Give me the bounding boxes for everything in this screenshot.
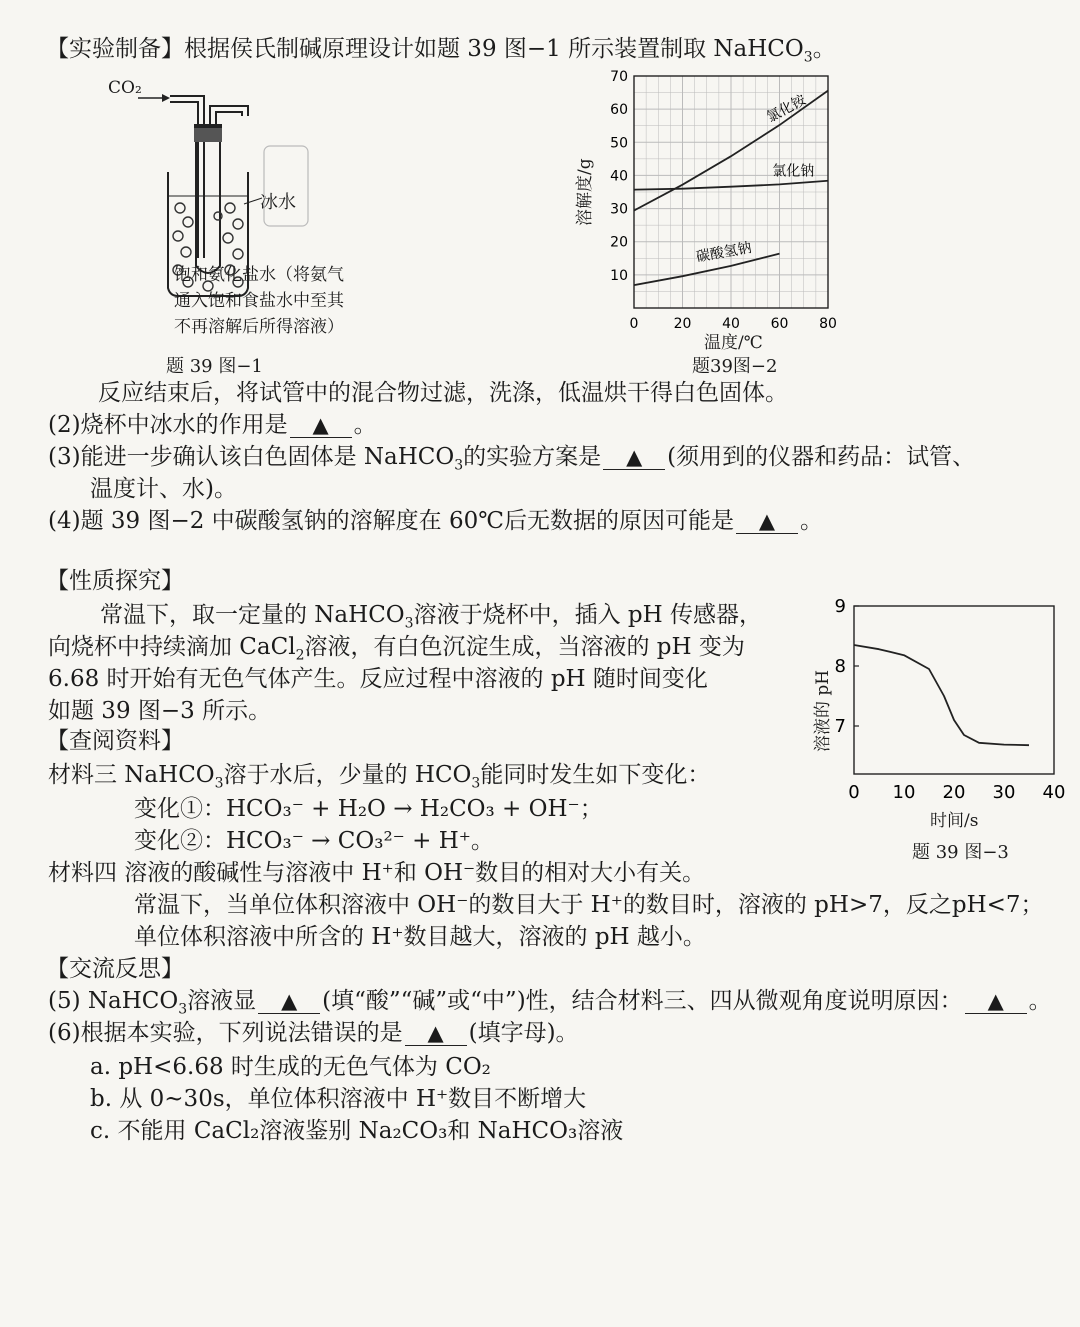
x-tick-label: 10 [892, 782, 916, 803]
fig1-caption: 饱和氨化盐水（将氨气 通入饱和食盐水中至其 不再溶解后所得溶液） [174, 265, 344, 337]
header-line: 【实验制备】根据侯氏制碱原理设计如题 39 图−1 所示装置制取 NaHCO$_3$。 [46, 36, 836, 66]
section-property: 【性质探究】 [46, 568, 184, 594]
y-tick-label: 30 [610, 201, 628, 218]
section-tag: 【实验制备】 [46, 36, 184, 62]
y-tick-label: 50 [610, 135, 628, 152]
answer-blank[interactable]: ▲ [290, 413, 352, 438]
fig3-ylabel: 溶液的 pH [813, 669, 833, 752]
y-tick-label: 9 [834, 596, 846, 617]
y-tick-label: 7 [834, 716, 846, 737]
y-tick-label: 60 [610, 102, 628, 119]
x-tick-label: 40 [722, 316, 740, 332]
ph-series-line [854, 645, 1029, 745]
fig3-title: 题 39 图−3 [912, 842, 1009, 863]
fig2-ylabel: 溶解度/g [575, 158, 595, 226]
y-tick-label: 20 [610, 234, 628, 251]
question-3-cont: 温度计、水)。 [90, 476, 237, 502]
ph-chart [800, 596, 1070, 806]
paragraph-line-2: 向烧杯中持续滴加 CaCl$_2$溶液，有白色沉淀生成，当溶液的 pH 变为 [48, 634, 745, 664]
answer-blank[interactable]: ▲ [405, 1021, 467, 1046]
x-tick-label: 20 [673, 316, 692, 332]
answer-blank[interactable]: ▲ [965, 989, 1027, 1014]
plot-frame [854, 606, 1054, 774]
y-tick-label: 40 [610, 168, 628, 185]
question-2: (2)烧杯中冰水的作用是 ▲ 。 [48, 412, 377, 438]
material-4-line2: 常温下，当单位体积溶液中 OH⁻的数目大于 H⁺的数目时，溶液的 pH>7，反之pH<7； [134, 892, 1044, 918]
x-tick-label: 80 [819, 316, 837, 332]
y-tick-label: 8 [834, 656, 846, 677]
ice-water-label: 冰水 [260, 192, 296, 213]
x-tick-label: 0 [629, 316, 639, 332]
x-tick-label: 40 [1042, 782, 1066, 803]
question-6: (6)根据本实验，下列说法错误的是 ▲ (填字母)。 [48, 1020, 579, 1046]
material-3: 材料三 NaHCO$_3$溶于水后，少量的 $HCO_3$能同时发生如下变化： [48, 762, 711, 792]
question-3: (3)能进一步确认该白色固体是 NaHCO$_3$的实验方案是 ▲ (须用到的仪器和药品：试管、 [48, 444, 976, 474]
paragraph-line-1: 常温下，取一定量的 NaHCO$_3$溶液于烧杯中，插入 pH 传感器， [100, 602, 762, 632]
y-tick-label: 70 [610, 69, 628, 85]
material-4: 材料四 溶液的酸碱性与溶液中 H⁺和 OH⁻数目的相对大小有关。 [48, 860, 706, 886]
change-1: 变化①：HCO₃⁻ + H₂O → H₂CO₃ + OH⁻； [134, 796, 603, 822]
fig1-title: 题 39 图−1 [166, 356, 263, 377]
answer-blank[interactable]: ▲ [603, 445, 665, 470]
question-4: (4)题 39 图−2 中碳酸氢钠的溶解度在 60℃后无数据的原因可能是 ▲ 。 [48, 508, 823, 534]
answer-blank[interactable]: ▲ [258, 989, 320, 1014]
section-reference: 【查阅资料】 [46, 728, 184, 754]
y-tick-label: 10 [610, 267, 628, 284]
material-4-line3: 单位体积溶液中所含的 H⁺数目越大，溶液的 pH 越小。 [134, 924, 706, 950]
fig3-xlabel: 时间/s [930, 811, 979, 831]
section-reflection: 【交流反思】 [46, 956, 184, 982]
header-text: 根据侯氏制碱原理设计如题 39 图−1 所示装置制取 NaHCO [184, 36, 804, 62]
option-c: c. 不能用 CaCl₂溶液鉴别 Na₂CO₃和 NaHCO₃溶液 [90, 1118, 624, 1144]
solubility-chart [570, 60, 850, 360]
paragraph-line-4: 如题 39 图−3 所示。 [48, 698, 272, 724]
answer-blank[interactable]: ▲ [736, 509, 798, 534]
change-2: 变化②：HCO₃⁻ → CO₃²⁻ + H⁺。 [134, 828, 494, 854]
x-tick-label: 60 [770, 316, 789, 332]
option-b: b. 从 0~30s，单位体积溶液中 H⁺数目不断增大 [90, 1086, 587, 1112]
option-a: a. pH<6.68 时生成的无色气体为 CO₂ [90, 1054, 491, 1080]
x-tick-label: 30 [992, 782, 1016, 803]
series-label-2: 氯化钠 [772, 163, 815, 180]
after-reaction-text: 反应结束后，将试管中的混合物过滤，洗涤，低温烘干得白色固体。 [98, 380, 788, 406]
x-tick-label: 0 [848, 782, 860, 803]
co2-label: CO₂ [108, 78, 142, 98]
x-tick-label: 20 [942, 782, 966, 803]
fig2-xlabel: 温度/℃ [704, 333, 763, 353]
series-label-3: 碳酸氢钠 [694, 240, 753, 266]
paragraph-line-3: 6.68 时开始有无色气体产生。反应过程中溶液的 pH 随时间变化 [48, 666, 708, 692]
series-label-1: 氯化铵 [764, 92, 809, 126]
fig2-title: 题39图−2 [692, 356, 778, 377]
question-5: (5) NaHCO$_3$溶液显 ▲ (填“酸”“碱”或“中”)性，结合材料三、四从微观角度说明原因： ▲ 。 [48, 988, 1052, 1018]
